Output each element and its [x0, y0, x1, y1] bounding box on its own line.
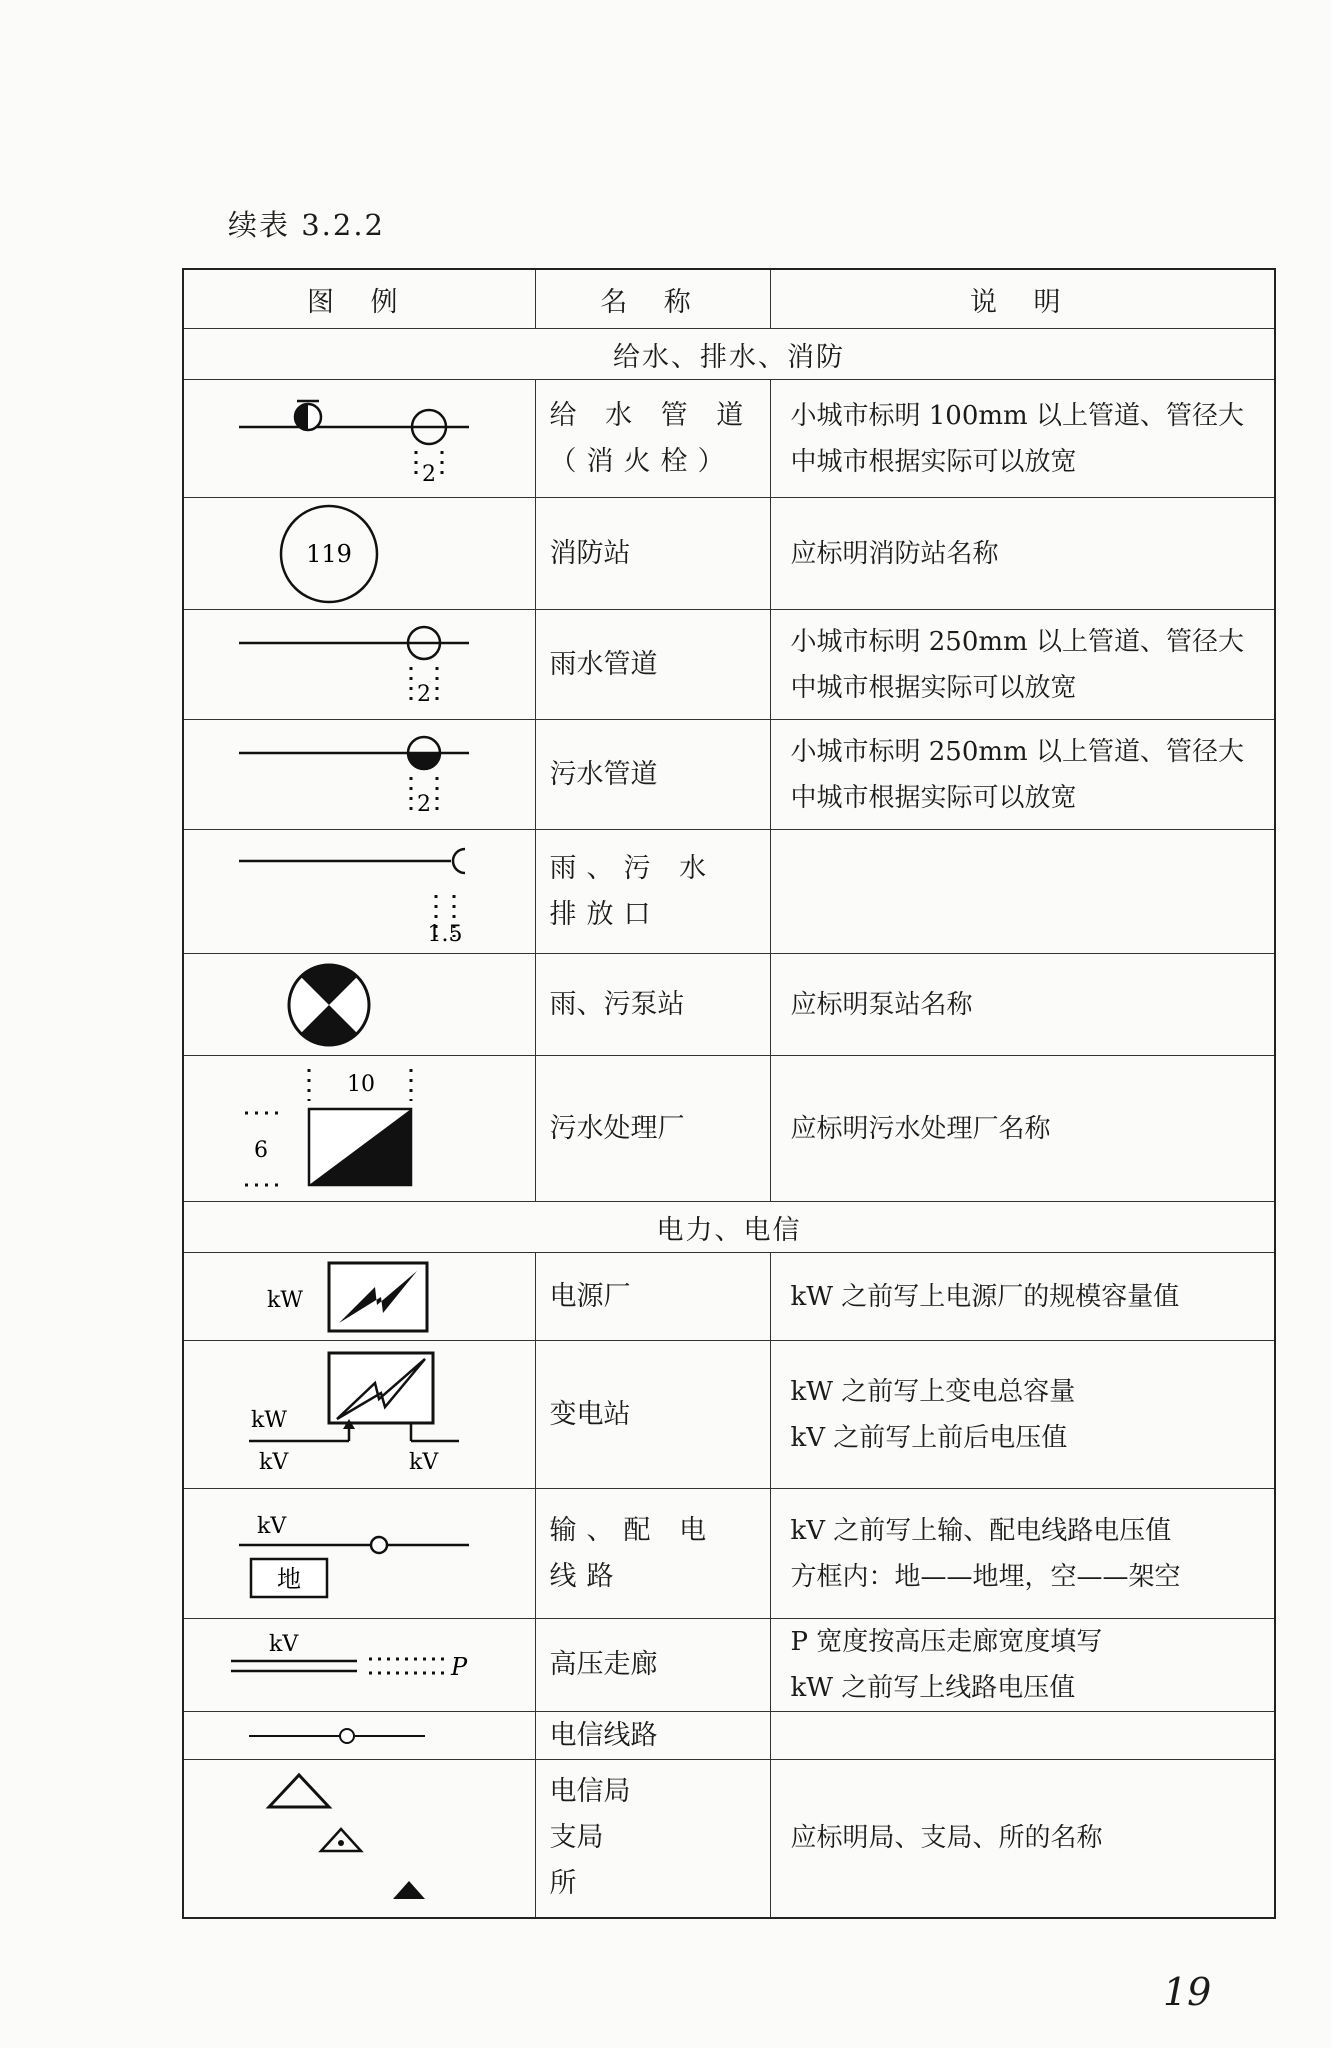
row-name: 污水处理厂: [535, 1056, 770, 1202]
water-supply-pipe-icon: [229, 389, 489, 489]
row-description: [770, 1712, 1275, 1760]
row-description: [770, 1341, 1275, 1489]
symbol-cell: [183, 1712, 535, 1760]
row-description: [770, 830, 1275, 954]
row-name: 消防站: [535, 498, 770, 610]
fire-station-icon: [229, 502, 489, 606]
symbol-cell: [183, 1489, 535, 1619]
row-name: 变电站: [535, 1341, 770, 1489]
rain-pipe-icon: [229, 617, 489, 713]
desc-line: kV 之前写上输、配电线路电压值: [790, 1515, 1172, 1546]
row-name: 高压走廊: [535, 1619, 770, 1712]
kw-label: kW: [251, 1407, 288, 1433]
desc-line: 方框内：地——地埋，空——架空: [790, 1561, 1181, 1592]
drain-outlet-icon: [229, 837, 489, 947]
row-description: 小城市标明 250mm 以上管道、管径大中城市根据实际可以放宽: [770, 720, 1275, 830]
table-row: [183, 954, 1275, 1056]
legend-table: [182, 268, 1276, 1919]
section-water: [183, 329, 1275, 380]
row-description: 小城市标明 250mm 以上管道、管径大中城市根据实际可以放宽: [770, 610, 1275, 720]
power-line-icon: [229, 1499, 489, 1609]
row-description: 小城市标明 100mm 以上管道、管径大中城市根据实际可以放宽: [770, 380, 1275, 498]
name-line: 电信局: [549, 1776, 631, 1808]
symbol-cell: [183, 830, 535, 954]
table-row: [183, 830, 1275, 954]
telecom-station-triangle-icon: [393, 1881, 425, 1899]
table-row: [183, 1489, 1275, 1619]
pipe-width-label: 2: [417, 791, 432, 817]
desc-line: kV 之前写上前后电压值: [790, 1422, 1068, 1453]
symbol-cell: [183, 1760, 535, 1918]
desc-line: kW 之前写上线路电压值: [790, 1673, 1076, 1703]
outlet-width-label: 1.5: [427, 921, 463, 947]
table-row: [183, 1056, 1275, 1202]
row-description: kW 之前写上电源厂的规模容量值: [770, 1253, 1275, 1341]
kw-label: kW: [267, 1287, 304, 1313]
ground-label: 地: [277, 1564, 302, 1593]
pump-station-icon: [229, 957, 489, 1053]
fire-station-number: 119: [306, 539, 353, 568]
table-row: [183, 1253, 1275, 1341]
row-name: 污水管道: [535, 720, 770, 830]
row-description: 应标明污水处理厂名称: [770, 1056, 1275, 1202]
table-caption: 续表 3.2.2: [228, 208, 386, 242]
row-name: 给 水 管 道（消火栓）: [535, 380, 770, 498]
symbol-cell: [183, 1253, 535, 1341]
row-name: [535, 1760, 770, 1918]
plant-width-label: 10: [347, 1071, 376, 1097]
kv-right-label: kV: [409, 1449, 439, 1475]
section-title: 电力、电信: [183, 1202, 1275, 1253]
corridor-width-label: P: [451, 1653, 468, 1681]
desc-line: P 宽度按高压走廊宽度填写: [790, 1627, 1103, 1657]
header-description: 说 明: [770, 269, 1275, 329]
table-row: [183, 380, 1275, 498]
header-name: 名 称: [535, 269, 770, 329]
symbol-cell: [183, 610, 535, 720]
section-power: [183, 1202, 1275, 1253]
row-description: [770, 1619, 1275, 1712]
symbol-cell: [183, 1619, 535, 1712]
symbol-cell: [183, 954, 535, 1056]
row-name: 输、配 电 线路: [535, 1489, 770, 1619]
desc-line: kW 之前写上变电总容量: [790, 1376, 1076, 1407]
table-row: [183, 498, 1275, 610]
telecom-office-icons: [229, 1763, 489, 1913]
header-row: [183, 269, 1275, 329]
name-line: 支局: [549, 1822, 604, 1854]
row-name: 雨、污泵站: [535, 954, 770, 1056]
pipe-width-label: 2: [417, 681, 432, 707]
table-row: [183, 1760, 1275, 1918]
table-row: [183, 1619, 1275, 1712]
symbol-cell: [183, 498, 535, 610]
symbol-cell: [183, 720, 535, 830]
symbol-cell: [183, 1341, 535, 1489]
table-row: [183, 720, 1275, 830]
kv-label: kV: [269, 1632, 299, 1657]
name-line: 所: [549, 1868, 577, 1900]
kv-left-label: kV: [259, 1449, 289, 1475]
row-description: 应标明泵站名称: [770, 954, 1275, 1056]
table-row: [183, 610, 1275, 720]
row-name: 电源厂: [535, 1253, 770, 1341]
plant-height-label: 6: [254, 1137, 269, 1163]
page-number: 19: [1163, 1970, 1212, 2014]
symbol-cell: [183, 1056, 535, 1202]
table-row: [183, 1712, 1275, 1760]
sewage-plant-icon: [229, 1061, 489, 1197]
row-name: 雨、污 水 排放口: [535, 830, 770, 954]
row-description: 应标明消防站名称: [770, 498, 1275, 610]
high-voltage-corridor-icon: [229, 1627, 489, 1703]
telecom-line-icon: [229, 1716, 489, 1756]
power-plant-icon: [229, 1257, 489, 1337]
kv-label: kV: [257, 1513, 287, 1539]
sewage-pipe-icon: [229, 727, 489, 823]
row-name: 电信线路: [535, 1712, 770, 1760]
row-description: [770, 1489, 1275, 1619]
table-row: [183, 1341, 1275, 1489]
row-description: 应标明局、支局、所的名称: [770, 1760, 1275, 1918]
symbol-cell: [183, 380, 535, 498]
pipe-width-label: 2: [422, 461, 437, 487]
row-name: 雨水管道: [535, 610, 770, 720]
section-title: 给水、排水、消防: [183, 329, 1275, 380]
header-legend: 图 例: [183, 269, 535, 329]
telecom-office-triangle-icon: [269, 1775, 329, 1807]
substation-icon: [229, 1345, 489, 1485]
